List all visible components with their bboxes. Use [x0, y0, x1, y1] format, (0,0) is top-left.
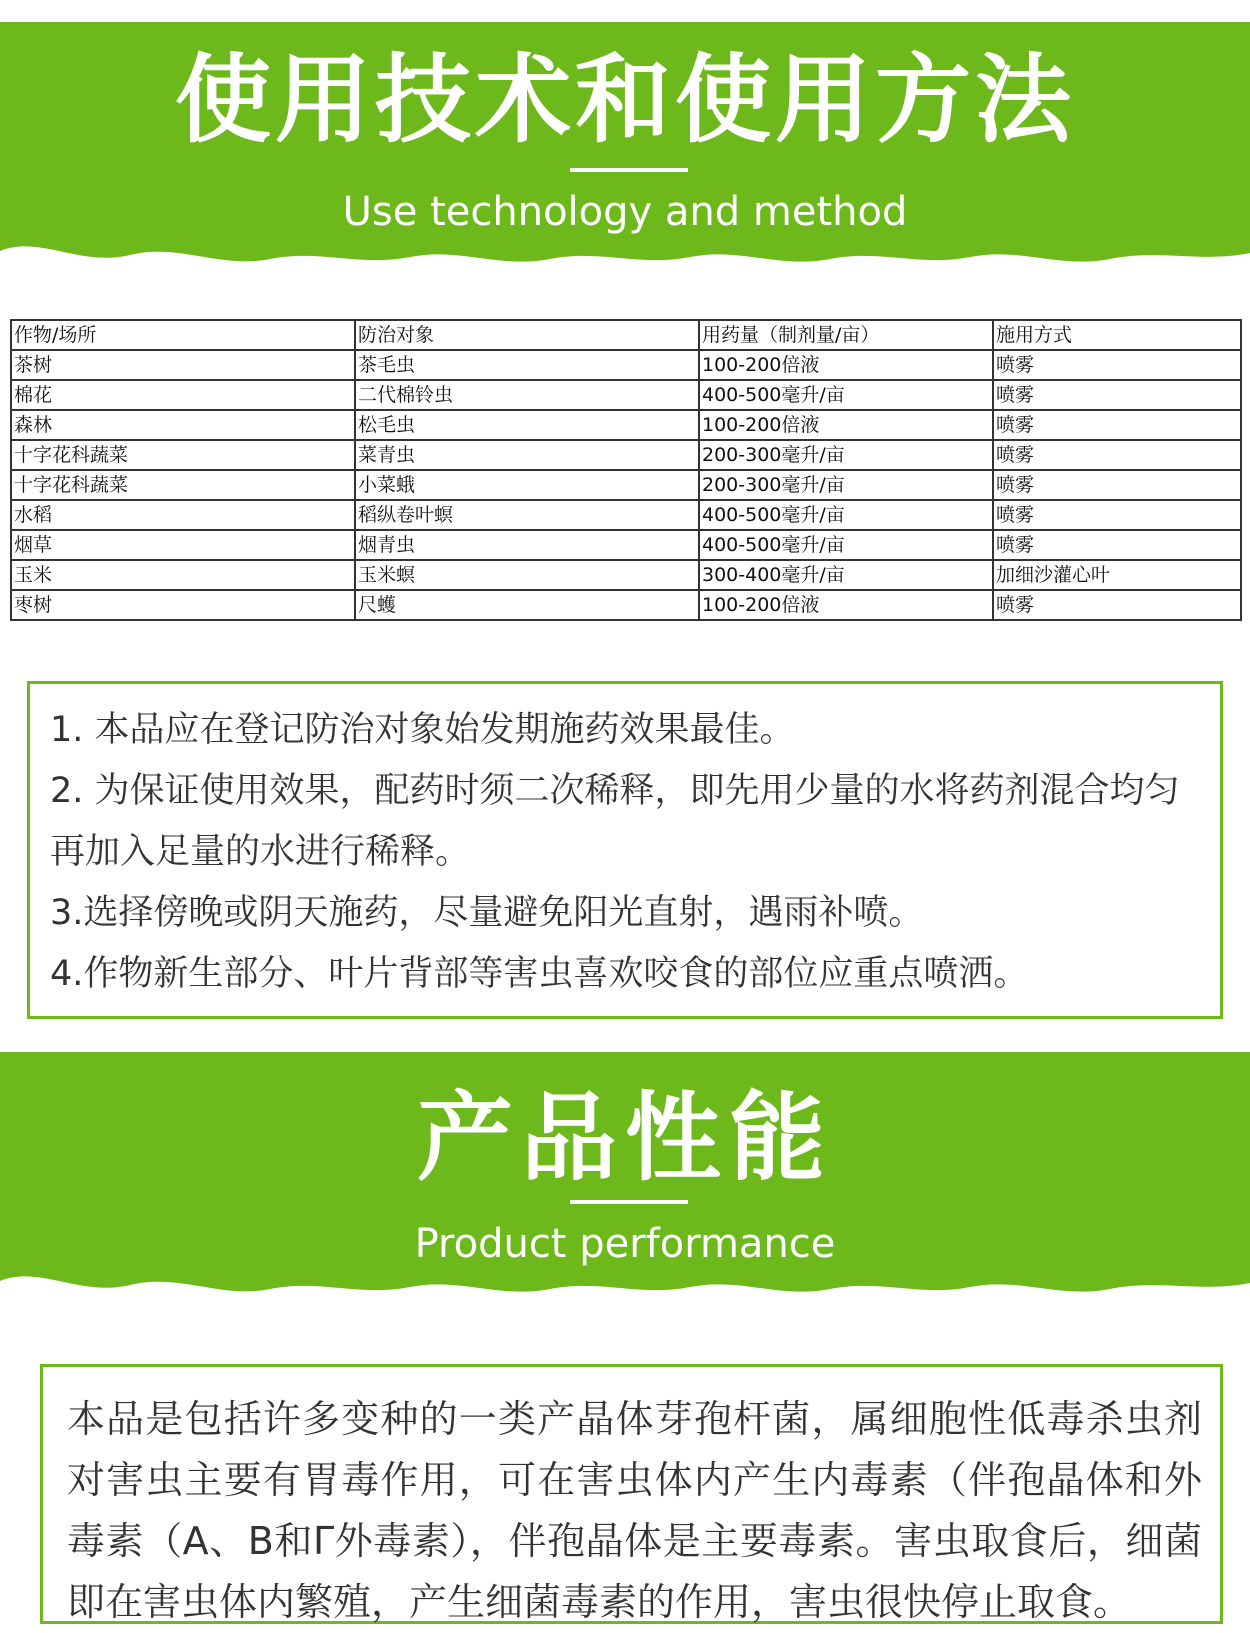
wave-decoration — [0, 233, 1250, 273]
table-header-cell: 用药量（制剂量/亩） — [699, 320, 993, 350]
table-cell: 棉花 — [11, 380, 355, 410]
section-banner-usage — [0, 22, 1250, 272]
table-row — [11, 410, 1241, 440]
table-row — [11, 560, 1241, 590]
table-cell: 烟青虫 — [355, 530, 699, 560]
table-cell: 200-300毫升/亩 — [699, 440, 993, 470]
table-row — [11, 470, 1241, 500]
table-cell: 400-500毫升/亩 — [699, 380, 993, 410]
section-title: 使用技术和使用方法 — [175, 44, 1075, 156]
table-row — [11, 500, 1241, 530]
table-cell: 100-200倍液 — [699, 590, 993, 620]
performance-text: 本品是包括许多变种的一类产晶体芽孢杆菌，属细胞性低毒杀虫剂对害虫主要有胃毒作用，可在害虫体内产生内毒素（伴孢晶体和外毒素（A、B和Γ外毒素），伴孢晶体是主要毒素。害虫取食后，细菌即在害虫体内繁殖，产生细菌毒素的作用，害虫很快停止取食。 — [67, 1397, 1202, 1624]
table-row — [11, 350, 1241, 380]
table-cell: 喷雾 — [993, 410, 1241, 440]
note-item: 4.作物新生部分、叶片背部等害虫喜欢咬食的部位应重点喷洒。 — [50, 954, 1029, 994]
table-cell: 茶毛虫 — [355, 350, 699, 380]
title-divider — [570, 1200, 688, 1204]
table-header-cell: 作物/场所 — [11, 320, 355, 350]
table-cell: 小菜蛾 — [355, 470, 699, 500]
table-cell: 松毛虫 — [355, 410, 699, 440]
section-banner-performance — [0, 1052, 1250, 1302]
usage-table — [10, 319, 1242, 621]
table-cell: 400-500毫升/亩 — [699, 500, 993, 530]
table-cell: 喷雾 — [993, 530, 1241, 560]
note-item: 1. 本品应在登记防治对象始发期施药效果最佳。 — [50, 710, 795, 750]
wave-decoration — [0, 1263, 1250, 1303]
table-cell: 400-500毫升/亩 — [699, 530, 993, 560]
performance-box — [40, 1364, 1223, 1624]
table-cell: 喷雾 — [993, 470, 1241, 500]
table-cell: 喷雾 — [993, 500, 1241, 530]
table-cell: 喷雾 — [993, 380, 1241, 410]
table-cell: 茶树 — [11, 350, 355, 380]
table-cell: 十字花科蔬菜 — [11, 470, 355, 500]
table-header-cell: 施用方式 — [993, 320, 1241, 350]
section-subtitle: Product performance — [414, 1221, 836, 1267]
table-row — [11, 440, 1241, 470]
table-cell: 100-200倍液 — [699, 410, 993, 440]
table-cell: 稻纵卷叶螟 — [355, 500, 699, 530]
table-cell: 玉米 — [11, 560, 355, 590]
table-cell: 十字花科蔬菜 — [11, 440, 355, 470]
table-cell: 枣树 — [11, 590, 355, 620]
note-item: 2. 为保证使用效果，配药时须二次稀释，即先用少量的水将药剂混合均匀再加入足量的水进行稀释。 — [50, 771, 1180, 872]
table-cell: 森林 — [11, 410, 355, 440]
table-row — [11, 590, 1241, 620]
table-header-row — [11, 320, 1241, 350]
table-cell: 菜青虫 — [355, 440, 699, 470]
table-row — [11, 530, 1241, 560]
table-cell: 300-400毫升/亩 — [699, 560, 993, 590]
title-divider — [570, 168, 688, 172]
table-cell: 喷雾 — [993, 440, 1241, 470]
table-cell: 二代棉铃虫 — [355, 380, 699, 410]
table-cell: 100-200倍液 — [699, 350, 993, 380]
table-cell: 玉米螟 — [355, 560, 699, 590]
table-row — [11, 380, 1241, 410]
table-cell: 水稻 — [11, 500, 355, 530]
usage-notes-box — [27, 681, 1223, 1019]
table-header-cell: 防治对象 — [355, 320, 699, 350]
table-cell: 喷雾 — [993, 350, 1241, 380]
table-cell: 200-300毫升/亩 — [699, 470, 993, 500]
section-title: 产品性能 — [417, 1082, 833, 1194]
table-cell: 加细沙灌心叶 — [993, 560, 1241, 590]
table-cell: 尺蠖 — [355, 590, 699, 620]
note-item: 3.选择傍晚或阴天施药，尽量避免阳光直射，遇雨补喷。 — [50, 893, 924, 933]
table-cell: 烟草 — [11, 530, 355, 560]
section-subtitle: Use technology and method — [342, 189, 908, 235]
table-cell: 喷雾 — [993, 590, 1241, 620]
